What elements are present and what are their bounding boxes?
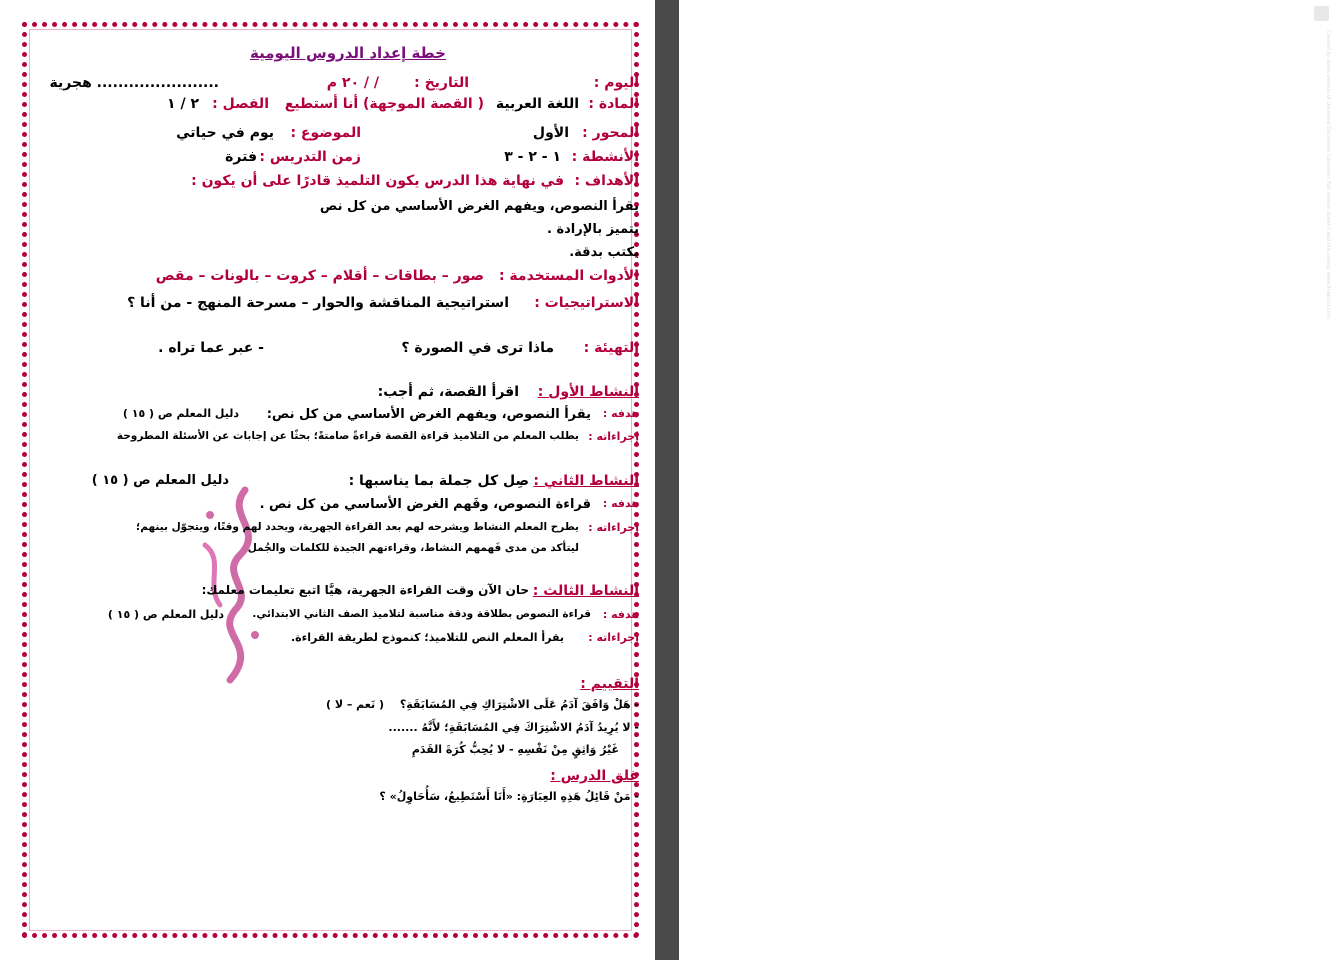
subject-label: المادة :: [588, 96, 639, 112]
subject-value: اللغة العربية: [495, 96, 579, 112]
activity3-ref: دليل المعلم ص ( ١٥ ): [107, 608, 224, 621]
date-label: التاريخ :: [414, 75, 469, 91]
activity3-title: النشاط الثالث :: [532, 583, 639, 599]
tools-label: الأدوات المستخدمة :: [498, 268, 639, 284]
evaluation-title: التقييم :: [580, 676, 639, 692]
axis-label: المحور :: [582, 125, 639, 141]
warmup-label: التهيئة :: [583, 340, 639, 356]
activity2-ref: دليل المعلم ص ( ١٥ ): [91, 473, 229, 488]
evaluation-q2-options: غَيْرُ وَاثِقٍ مِنْ نَفْسِهِ - لا يُحِبُّ كُرَةَ القَدَمِ: [411, 743, 619, 756]
objectives-intro: في نهاية هذا الدرس يكون التلميذ قادرًا على أن يكون :: [191, 173, 564, 189]
objective-item: يقرأ النصوص، ويفهم الغرض الأساسي من كل نص: [319, 199, 639, 214]
evaluation-q1: - هَلْ وَافَقَ آدَمُ عَلَى الاشْتِرَاكِ فِي المُسَابَقَةِ؟: [399, 698, 639, 711]
activity1-title: النشاط الأول :: [537, 384, 639, 400]
converter-stamp-strip: [655, 0, 1331, 960]
strategies-label: الاستراتيجيات :: [534, 295, 639, 311]
activity1-proc: يطلب المعلم من التلاميذ قراءة القصة قراءةً صامتةً؛ بحثًا عن إجابات عن الأسئلة المطروحة: [116, 430, 579, 442]
date-value: / / ٢٠ م: [326, 75, 379, 91]
time-label: زمن التدريس :: [259, 149, 361, 165]
activity3-instruction: حان الآن وقت القراءة الجهرية، هيَّا اتبع تعليمات معلمك:: [201, 583, 529, 597]
converter-stamp-text: Created by deero version of Universal Document Converter. Full version doesn't add this stamp. www.fineprint.com: [1325, 30, 1331, 319]
warmup-prompt: - عبر عما تراه .: [158, 340, 264, 356]
class-label: الفصل :: [212, 96, 269, 112]
strategies-value: استراتيجية المناقشة والحوار – مسرحة المنهج - من أنا ؟: [127, 295, 509, 311]
topic-label: الموضوع :: [290, 125, 361, 141]
evaluation-q2: - لا يُرِيدُ آدَمُ الاشْتِرَاكَ فِي المُسَابَقَةِ؛ لأَنَّهُ .......: [388, 721, 639, 734]
activity2-goal: قراءة النصوص، وفَهم الغرض الأساسي من كل نص .: [259, 497, 591, 512]
axis-value: الأول: [532, 125, 569, 141]
activity1-goal-label: هدفه :: [602, 407, 639, 420]
time-value: فترة: [225, 149, 257, 165]
activity3-proc: يقرأ المعلم النص للتلاميذ؛ كنموذج لطريقة القراءة.: [290, 631, 564, 644]
objective-item: يكتب بدقة.: [569, 245, 639, 260]
unit-title: ( القصة الموجهة) أنا أستطيع: [284, 96, 484, 112]
evaluation-q1-options: ( نَعم – لا ): [325, 698, 384, 711]
closing-title: غلق الدرس :: [550, 768, 639, 784]
closing-question: - مَنْ قَائِلُ هَذِهِ العِبَارَةِ: «أَنَا أَسْتَطِيعُ، سَأُحَاوِلُ» ؟: [379, 790, 639, 803]
activity1-goal: يقرأ النصوص، ويفهم الغرض الأساسي من كل نص:: [266, 407, 591, 422]
topic-value: يوم في حياتي: [176, 125, 274, 141]
activity2-proc-line1: يطرح المعلم النشاط ويشرحه لهم بعد القراءة الجهرية، ويحدد لهم وقتًا، ويتجوّل بينهم؛: [136, 521, 579, 533]
activities-value: ١ - ٢ - ٣: [504, 149, 561, 165]
day-label: اليوم :: [593, 75, 639, 91]
activity2-proc-label: إجراءاته :: [588, 521, 639, 534]
activity3-goal: قراءة النصوص بطلاقة ودقة مناسبة لتلاميذ الصف الثاني الابتدائي.: [252, 608, 591, 620]
activity2-goal-label: هدفه :: [602, 497, 639, 510]
activity1-ref: دليل المعلم ص ( ١٥ ): [122, 407, 239, 420]
activity2-title: النشاط الثاني :: [533, 473, 639, 489]
activity2-instruction: صِل كل جملة بما يناسبها :: [348, 473, 529, 489]
tools-value: صور – بطاقات – أقلام – كروت – بالونات – مقص: [155, 268, 484, 284]
activity1-instruction: اقرأ القصة، ثم أجب:: [377, 384, 519, 400]
converter-logo-icon: [1314, 6, 1329, 21]
objective-item: يتميز بالإرادة .: [546, 222, 639, 237]
class-value: ٢ / ١: [167, 96, 199, 112]
activity2-proc-line2: ليتأكد من مدى فَهمهم النشاط، وقراءتهم الجيدة للكلمات والجُمل: [247, 542, 579, 554]
activities-label: الأنشطة :: [571, 149, 639, 165]
page-title: خطة إعداد الدروس اليومية: [250, 44, 446, 62]
objectives-label: الأهداف :: [574, 173, 639, 189]
activity1-proc-label: إجراءاته :: [588, 430, 639, 443]
warmup-question: ماذا ترى في الصورة ؟: [401, 340, 554, 356]
activity3-goal-label: هدفه :: [602, 608, 639, 621]
activity3-proc-label: إجراءاته :: [588, 631, 639, 644]
hijri-date: ....................... هجرية: [49, 75, 219, 91]
